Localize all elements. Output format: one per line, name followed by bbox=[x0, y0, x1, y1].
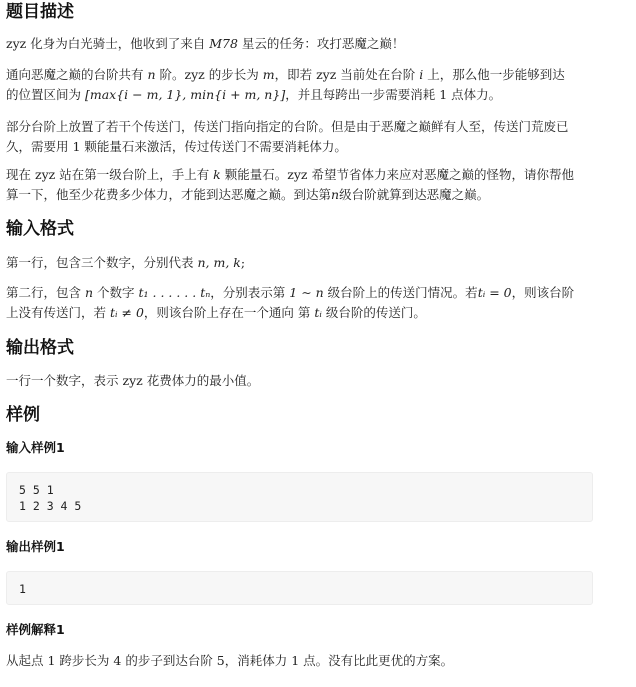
sample-input-label: 输入样例1 bbox=[6, 440, 65, 455]
samples-heading: 样例 bbox=[6, 405, 40, 425]
output-format-heading: 输出格式 bbox=[6, 338, 74, 358]
input-paragraph-2: 第二行，包含 n 个数字 t₁ . . . . . . tₙ，分别表示第 1 ∼ n 级台阶上的传送门情况。若tᵢ = 0，则该台阶 上没有传送门，若 tᵢ ≠ 0，则该台阶上存在一个通向 第 tᵢ 级台阶的传送门。 bbox=[6, 285, 575, 320]
sample-output-line: 1 bbox=[19, 582, 26, 596]
sample-input-code-block[interactable] bbox=[6, 472, 593, 522]
sample-input-line: 1 2 3 4 5 bbox=[19, 499, 82, 513]
sample-output-label: 输出样例1 bbox=[6, 539, 65, 554]
sample-output-code-block[interactable] bbox=[6, 571, 593, 605]
output-paragraph-1: 一行一个数字，表示 zyz 花费体力的最小值。 bbox=[6, 373, 260, 388]
description-paragraph-4: 现在 zyz 站在第一级台阶上，手上有 k 颗能量石。zyz 希望节省体力来应对恶魔之巅的怪物，请你帮他 算一下，他至少花费多少体力，才能到达恶魔之巅。到达第n级台阶就算到达恶魔之巅。 bbox=[6, 167, 574, 202]
description-paragraph-1: zyz 化身为白光骑士，他收到了来自 M78 星云的任务：攻打恶魔之巅！ bbox=[6, 36, 405, 51]
sample-input-line: 5 5 1 bbox=[19, 483, 54, 497]
sample-explanation-text: 从起点 1 跨步长为 4 的步子到达台阶 5，消耗体力 1 点。没有比此更优的方案。 bbox=[6, 653, 454, 668]
description-heading: 题目描述 bbox=[6, 2, 74, 22]
input-paragraph-1: 第一行，包含三个数字，分别代表 n, m, k; bbox=[6, 255, 246, 270]
description-paragraph-3: 部分台阶上放置了若干个传送门，传送门指向指定的台阶。但是由于恶魔之巅鲜有人至，传送门荒废已 久，需要用 1 颗能量石来激活，传过传送门不需要消耗体力。 bbox=[6, 119, 569, 154]
sample-explanation-label: 样例解释1 bbox=[6, 622, 65, 637]
description-paragraph-2: 通向恶魔之巅的台阶共有 n 阶。zyz 的步长为 m，即若 zyz 当前处在台阶 i 上，那么他一步能够到达 的位置区间为 [max{i − m, 1}, min{i + m, n}]，并且每跨出一步需要消耗 1 点体力。 bbox=[6, 67, 565, 102]
input-format-heading: 输入格式 bbox=[6, 219, 74, 239]
